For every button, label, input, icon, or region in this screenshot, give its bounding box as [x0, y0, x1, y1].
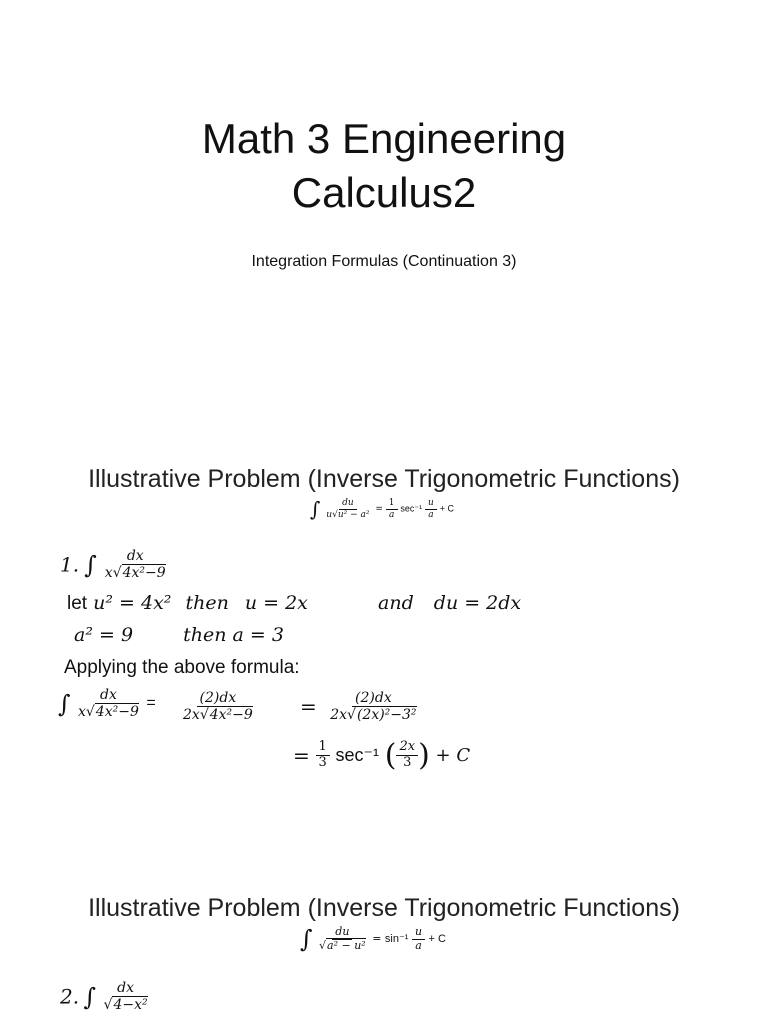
solution-step-1: ∫ $\frac{dx}{\text{x√4x²−9}}$ = — [58, 687, 156, 721]
formula-fraction: $\frac{du}{\text{u√u² − a²}}$ — [326, 498, 370, 520]
section-1-formula: ∫ $\frac{du}{\text{u√u² − a²}}$ = $\frac{1}{a}$ sec⁻¹ $\frac{u}{a}$ + C — [310, 497, 454, 521]
problem-1: 1. ∫ $\frac{dx}{\text{x√4x²−9}}$ — [60, 548, 166, 582]
solution-result: = $\frac{1}{3}$ sec⁻¹ ( $\frac{2x}{3}$ ) + C — [293, 738, 471, 773]
integral-sign: ∫ — [310, 497, 321, 521]
problem-number: 1. — [60, 552, 80, 577]
integral-sign: ∫ — [83, 982, 97, 1011]
page-title — [0, 112, 768, 220]
section-1-heading: Illustrative Problem (Inverse Trigonometric Functions) — [88, 465, 680, 493]
section-2-heading: Illustrative Problem (Inverse Trigonometric Functions) — [88, 894, 680, 922]
substitution-line-1: let u² = 4x² then u = 2x — [67, 592, 308, 614]
problem-2: 2. ∫ $\frac{dx}{\text{√4−x²}}$ — [60, 980, 148, 1014]
integral-sign: ∫ — [300, 925, 313, 953]
solution-step-2: $\frac{(2)dx}{\text{2x√4x²−9}}$ — [183, 690, 253, 724]
page-subtitle: Integration Formulas (Continuation 3) — [251, 253, 517, 270]
solution-step-3: = $\frac{(2)dx}{\text{2x√(2x)²−3²}}$ — [300, 690, 417, 724]
title-line-2: Calculus2 — [291, 169, 477, 216]
integral-sign: ∫ — [84, 550, 97, 579]
substitution-line-2: a² = 9 then a = 3 — [74, 624, 284, 646]
section-2-formula: ∫ $\frac{du}{\text{√a² − u²}}$ = sin⁻¹ $\frac{u}{a}$ + C — [300, 924, 446, 953]
title-line-1: Math 3 Engineering — [201, 115, 567, 162]
substitution-du: and du = 2dx — [378, 592, 522, 614]
applying-text: Applying the above formula: — [64, 657, 300, 678]
problem-number: 2. — [60, 984, 80, 1009]
integral-sign: ∫ — [58, 689, 71, 718]
